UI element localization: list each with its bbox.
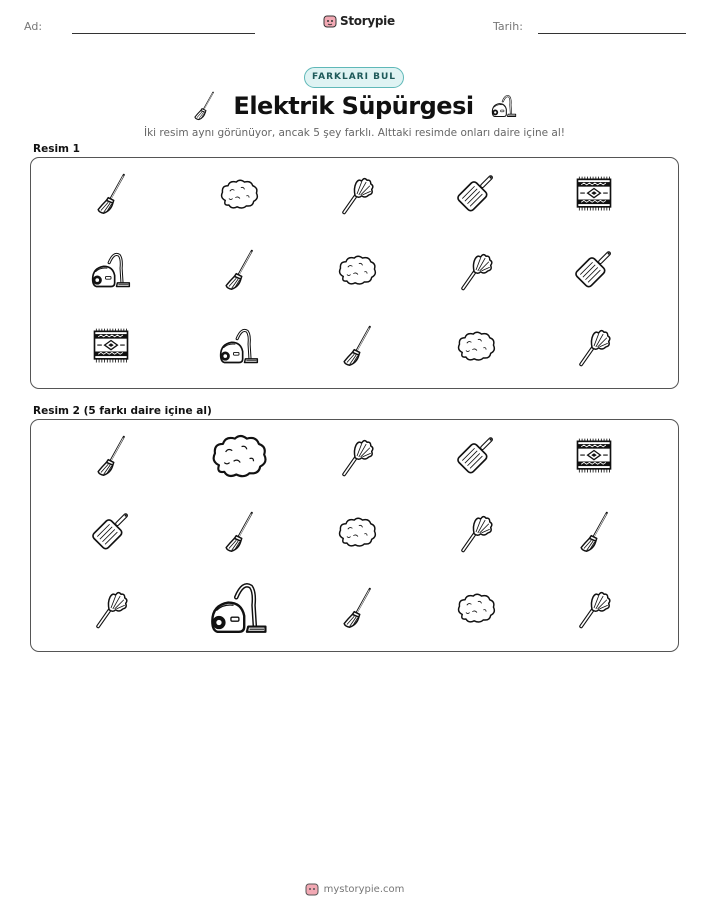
dust-cloud-icon	[454, 324, 498, 368]
instructions: İki resim aynı görünüyor, ancak 5 şey farklı. Alttaki resimde onları daire içine al!	[144, 127, 565, 139]
storypie-logo-icon	[305, 882, 319, 896]
feather-duster-icon[interactable]	[572, 586, 616, 630]
date-label: Tarih:	[493, 20, 523, 33]
dustpan-icon	[454, 172, 498, 216]
rug-icon[interactable]	[572, 434, 616, 478]
feather-duster-icon[interactable]	[89, 586, 133, 630]
feather-duster-icon	[335, 172, 379, 216]
broom-icon	[89, 172, 133, 216]
worksheet-type-badge: FARKLARI BUL	[304, 67, 404, 88]
vacuum-cleaner-icon[interactable]	[207, 576, 271, 640]
rug-icon	[572, 172, 616, 216]
dust-cloud-icon[interactable]	[335, 510, 379, 554]
dust-cloud-icon[interactable]	[454, 586, 498, 630]
broom-icon[interactable]	[572, 510, 616, 554]
feather-duster-icon	[572, 324, 616, 368]
footer-url: mystorypie.com	[323, 883, 405, 895]
footer	[0, 882, 709, 896]
date-line	[538, 33, 686, 34]
title-row	[0, 90, 709, 122]
broom-icon[interactable]	[335, 586, 379, 630]
page-title: Elektrik Süpürgesi	[233, 92, 474, 120]
broom-icon	[335, 324, 379, 368]
picture-2-panel[interactable]	[30, 419, 679, 652]
feather-duster-icon	[454, 248, 498, 292]
vacuum-cleaner-icon	[217, 324, 261, 368]
storypie-logo-icon	[323, 14, 337, 28]
dust-cloud-icon[interactable]	[207, 424, 271, 488]
name-label: Ad:	[24, 20, 43, 33]
brand-name: Storypie	[340, 14, 395, 28]
dustpan-icon	[572, 248, 616, 292]
dustpan-icon[interactable]	[454, 434, 498, 478]
picture-2-label: Resim 2 (5 farkı daire içine al)	[33, 405, 212, 417]
name-line	[72, 33, 255, 34]
brand	[323, 14, 395, 28]
feather-duster-icon[interactable]	[335, 434, 379, 478]
broom-icon[interactable]	[89, 434, 133, 478]
title-broom-icon	[191, 90, 217, 122]
dust-cloud-icon	[217, 172, 261, 216]
rug-icon	[89, 324, 133, 368]
vacuum-cleaner-icon	[89, 248, 133, 292]
dust-cloud-icon	[335, 248, 379, 292]
broom-icon	[217, 248, 261, 292]
dustpan-icon[interactable]	[89, 510, 133, 554]
feather-duster-icon[interactable]	[454, 510, 498, 554]
picture-1-panel	[30, 157, 679, 389]
picture-1-label: Resim 1	[33, 143, 80, 155]
broom-icon[interactable]	[217, 510, 261, 554]
title-vacuum-cleaner-icon	[490, 91, 518, 121]
